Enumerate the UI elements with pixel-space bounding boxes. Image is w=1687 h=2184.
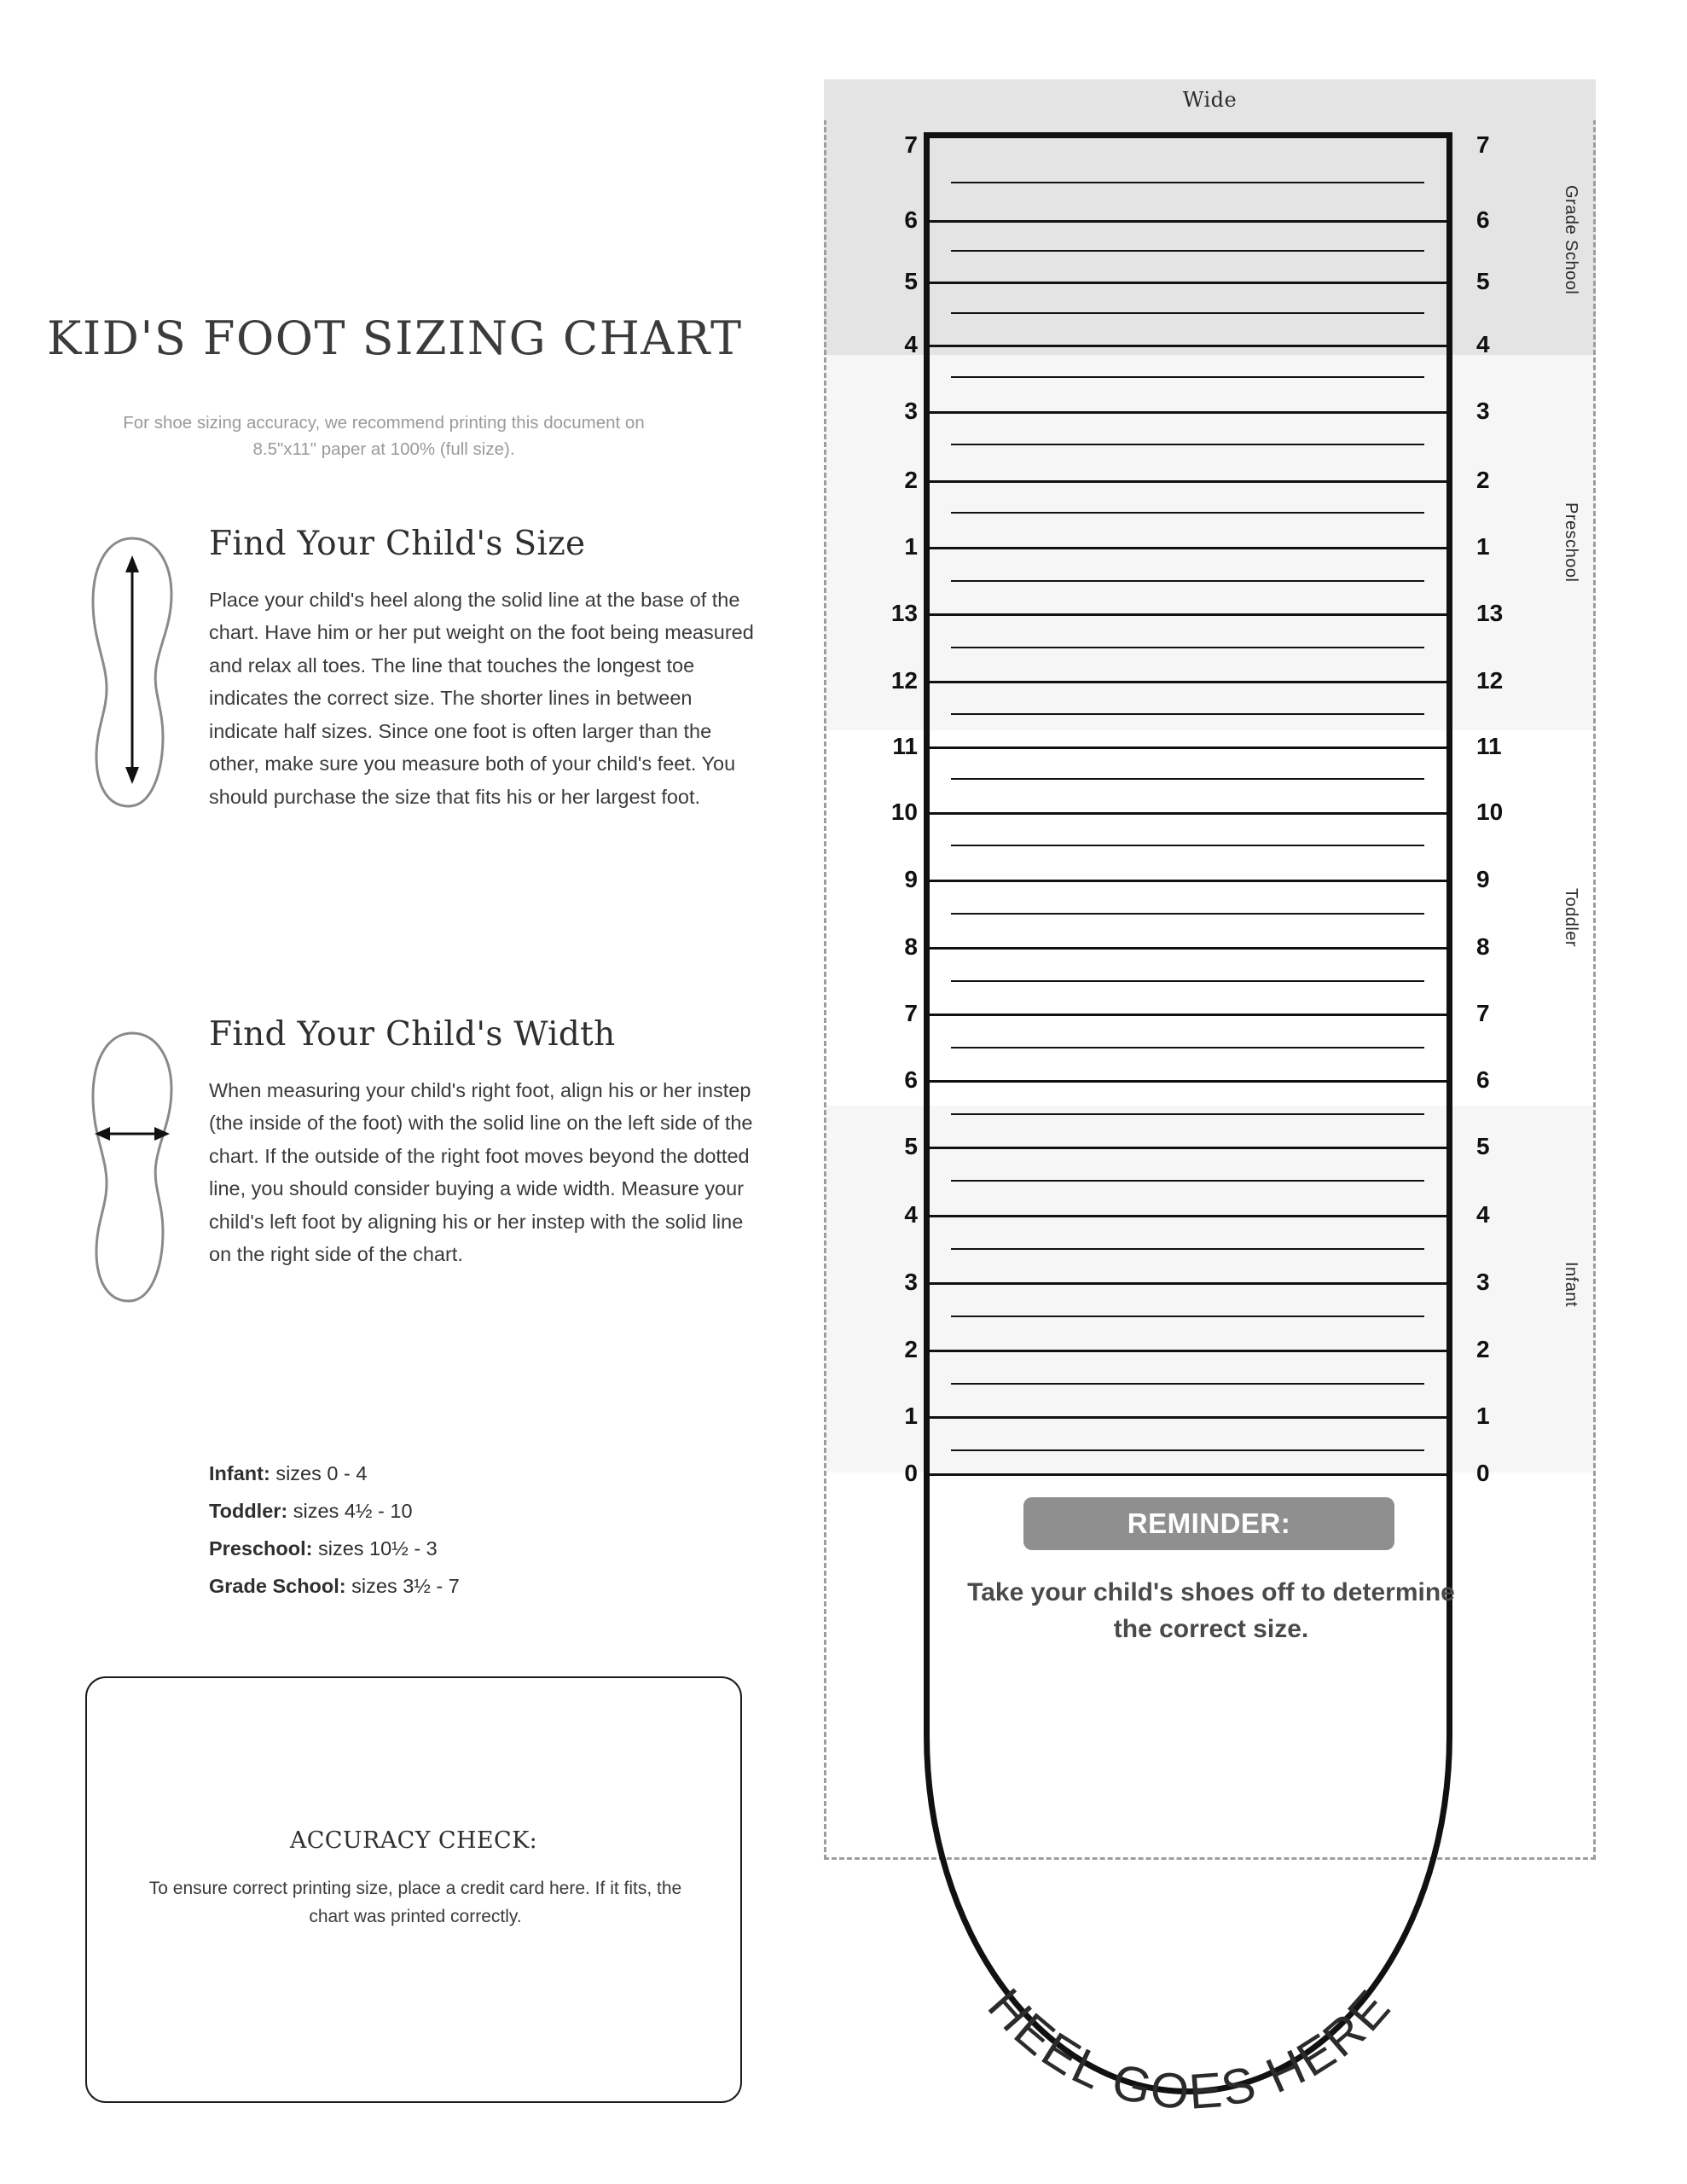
wide-label: Wide [1182, 88, 1238, 112]
tick-label-right-11: 11 [1476, 733, 1502, 759]
band-label-preschool: Preschool [1562, 502, 1580, 583]
tick-label-right-13: 13 [1476, 600, 1504, 626]
tick-label-left-3-infant: 3 [904, 1269, 918, 1295]
size-category-preschool-name: Preschool: [209, 1537, 313, 1560]
accuracy-check-text: To ensure correct printing size, place a credit card here. If it fits, the chart was printed correctly. [148, 1879, 682, 1926]
tick-label-right-2-preschool: 2 [1476, 467, 1490, 493]
tick-label-left-1-preschool: 1 [904, 533, 918, 560]
reminder-badge [1023, 1497, 1394, 1550]
accuracy-check-box [85, 1676, 742, 2103]
footprint-width-icon [81, 1028, 183, 1310]
reminder-text: Take your child's shoes off to determine the correct size. [967, 1578, 1455, 1643]
size-category-infant-range: sizes 0 - 4 [275, 1462, 368, 1484]
tick-label-left-2-infant: 2 [904, 1336, 918, 1362]
tick-half-5h-grade [951, 250, 1424, 252]
tick-full-4-infant [925, 1215, 1452, 1217]
svg-text:HEEL GOES HERE [977, 1978, 1402, 2120]
tick-full-8 [925, 947, 1452, 950]
tick-label-right-4-grade: 4 [1476, 331, 1490, 357]
tick-half-0h-inf [951, 1449, 1424, 1451]
tick-full-9 [925, 880, 1452, 882]
tick-label-left-3-preschool: 3 [904, 398, 918, 424]
tick-full-1-infant [925, 1416, 1452, 1419]
tick-half-7h-tod [951, 980, 1424, 982]
section-find-width-body: When measuring your child's right foot, align his or her instep (the inside of the foot) with the solid line on the left side of the chart. If the outside of the right foot moves beyond the dotted line, you should consider buying a wide width. Measure your child's left foot by aligning his or her instep with the solid line on the right side of the chart. [209, 1078, 753, 1265]
tick-label-left-11: 11 [892, 733, 918, 759]
size-category-preschool [209, 1530, 460, 1567]
wide-header-bar [824, 79, 1596, 120]
tick-half-1h [951, 512, 1424, 514]
tick-half-1h-inf [951, 1383, 1424, 1385]
tick-label-left-5-grade: 5 [904, 268, 918, 294]
tick-label-left-5-tod: 5 [904, 1133, 918, 1159]
tick-label-right-5-tod: 5 [1476, 1133, 1490, 1159]
size-category-toddler-range: sizes 4½ - 10 [293, 1500, 413, 1522]
size-category-grade-school-name: Grade School: [209, 1575, 346, 1597]
tick-label-right-9: 9 [1476, 866, 1490, 892]
tick-half-6h-grade [951, 182, 1424, 183]
band-label-infant: Infant [1562, 1262, 1580, 1308]
tick-full-4-grade [925, 345, 1452, 347]
tick-half-3h-inf [951, 1248, 1424, 1250]
tick-full-1-preschool [925, 547, 1452, 549]
tick-label-left-9: 9 [904, 866, 918, 892]
heel-goes-here-label [900, 1809, 1480, 2167]
page-title: KID'S FOOT SIZING CHART [47, 311, 743, 365]
tick-label-left-7-tod: 7 [904, 1000, 918, 1026]
size-category-grade-school-range: sizes 3½ - 7 [351, 1575, 460, 1597]
foot-ruler-chart [815, 0, 1687, 2184]
band-label-grade-school: Grade School [1562, 184, 1580, 295]
size-category-infant-name: Infant: [209, 1462, 270, 1484]
tick-label-left-4-infant: 4 [904, 1201, 918, 1228]
tick-label-right-3-infant: 3 [1476, 1269, 1490, 1295]
tick-half-4h-inf [951, 1180, 1424, 1182]
tick-half-2h [951, 444, 1424, 445]
tick-half-5h-tod [951, 1113, 1424, 1115]
size-category-toddler [209, 1492, 460, 1530]
tick-label-right-7-grade: 7 [1476, 131, 1490, 158]
tick-full-5-grade [925, 282, 1452, 284]
tick-label-left-0-infant: 0 [904, 1460, 918, 1486]
tick-label-left-4-grade: 4 [904, 331, 918, 357]
tick-half-11h [951, 713, 1424, 715]
tick-half-12h [951, 647, 1424, 648]
tick-full-3-preschool [925, 411, 1452, 414]
tick-half-3h [951, 376, 1424, 378]
size-category-grade-school [209, 1567, 460, 1605]
tick-label-right-5-grade: 5 [1476, 268, 1490, 294]
tick-label-right-12: 12 [1476, 667, 1504, 694]
section-find-width [209, 1015, 755, 1291]
tick-label-right-1-infant: 1 [1476, 1403, 1490, 1429]
tick-label-left-6-tod: 6 [904, 1066, 918, 1093]
size-category-preschool-range: sizes 10½ - 3 [317, 1537, 438, 1560]
tick-full-2-preschool [925, 480, 1452, 483]
size-category-infant [209, 1455, 460, 1492]
footprint-length-icon [81, 533, 183, 815]
tick-half-10h [951, 778, 1424, 780]
tick-label-right-3-preschool: 3 [1476, 398, 1490, 424]
tick-half-8h [951, 913, 1424, 915]
tick-full-5-tod [925, 1147, 1452, 1149]
tick-label-left-12: 12 [890, 667, 918, 694]
tick-full-6-tod [925, 1080, 1452, 1083]
tick-half-13h [951, 580, 1424, 582]
band-label-toddler: Toddler [1562, 888, 1580, 948]
tick-label-right-6-grade: 6 [1476, 206, 1490, 233]
tick-full-6-grade [925, 220, 1452, 223]
tick-label-left-7-grade: 7 [904, 131, 918, 158]
tick-label-left-8: 8 [904, 933, 918, 960]
tick-half-4h-grade [951, 312, 1424, 314]
tick-label-left-13: 13 [890, 600, 918, 626]
tick-full-7-tod [925, 1014, 1452, 1016]
tick-full-10 [925, 812, 1452, 815]
size-category-toddler-name: Toddler: [209, 1500, 288, 1522]
section-find-size-body: Place your child's heel along the solid line at the base of the chart. Have him or her put weight on the foot being measured and relax all toes. The line that touches the longest toe indicates the correct size. The shorter lines in between indicate half sizes. Since one foot is often larger than the other, make sure you measure both of your child's feet. You should purchase the size that fits his or her largest foot. [209, 588, 754, 808]
tick-label-left-1-infant: 1 [904, 1403, 918, 1429]
print-instructions: For shoe sizing accuracy, we recommend printing this document on 8.5"x11" paper at 100% (full size). [123, 413, 645, 459]
info-column [0, 0, 819, 2184]
tick-half-9h [951, 845, 1424, 846]
tick-full-12 [925, 681, 1452, 683]
tick-label-left-6-grade: 6 [904, 206, 918, 233]
tick-full-11 [925, 746, 1452, 749]
foot-outline-top-edge [924, 132, 1452, 138]
size-category-list [209, 1455, 460, 1605]
tick-full-0-infant [925, 1473, 1452, 1476]
tick-label-right-1-preschool: 1 [1476, 533, 1490, 560]
tick-full-3-infant [925, 1282, 1452, 1285]
tick-label-right-7-tod: 7 [1476, 1000, 1490, 1026]
tick-label-right-4-infant: 4 [1476, 1201, 1490, 1228]
tick-label-right-6-tod: 6 [1476, 1066, 1490, 1093]
tick-half-6h-tod [951, 1047, 1424, 1048]
tick-label-left-10: 10 [890, 799, 918, 825]
tick-label-right-2-infant: 2 [1476, 1336, 1490, 1362]
tick-label-right-10: 10 [1476, 799, 1504, 825]
heel-goes-here-text: HEEL GOES HERE [977, 1978, 1403, 2121]
accuracy-check-title: ACCURACY CHECK: [289, 1827, 538, 1854]
tick-label-right-0-infant: 0 [1476, 1460, 1490, 1486]
section-find-size [209, 525, 755, 834]
section-find-width-heading: Find Your Child's Width [209, 1015, 616, 1054]
tick-half-2h-inf [951, 1316, 1424, 1317]
tick-label-right-8: 8 [1476, 933, 1490, 960]
section-find-size-heading: Find Your Child's Size [209, 525, 586, 563]
tick-full-13 [925, 613, 1452, 616]
reminder-title: REMINDER: [1127, 1507, 1291, 1539]
tick-full-2-infant [925, 1350, 1452, 1352]
tick-label-left-2-preschool: 2 [904, 467, 918, 493]
